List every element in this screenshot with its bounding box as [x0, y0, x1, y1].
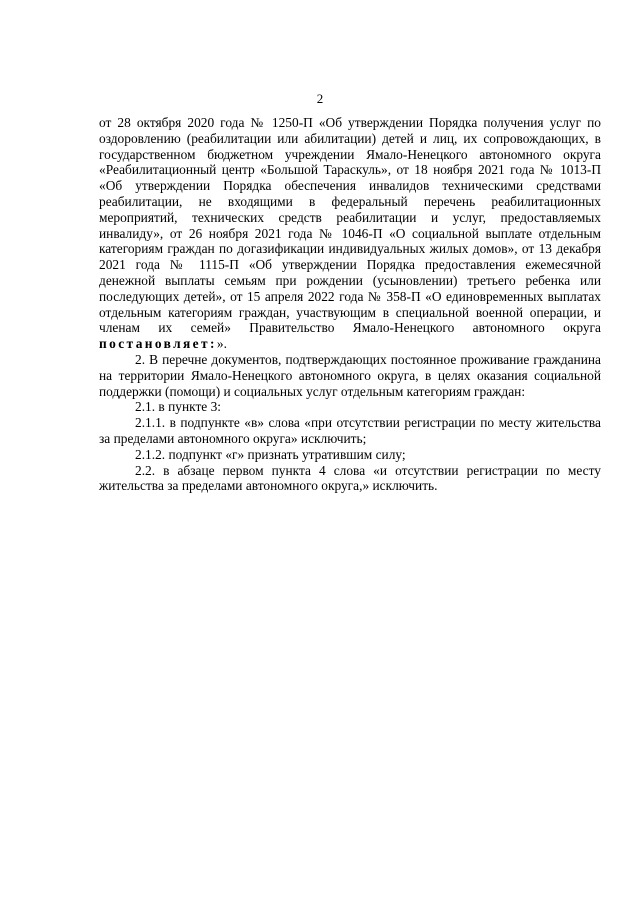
- paragraph-1-text: от 28 октября 2020 года № 1250-П «Об утверждении Порядка получения услуг по оздоровлению (реабилитации или абилитации) детей и лиц, их сопровождающих, в государственном бюджетном учреждении Ямало-Ненецкого автономного округа «Реабилитационный центр «Большой Тараскуль», от 18 ноября 2021 года № 1013-П «Об утверждении Порядка обеспечения инвалидов техническими средствами реабилитации, не входящими в федеральный перечень реабилитационных мероприятий, технических средств реабилитации и услуг, предоставляемых инвалиду», от 26 ноября 2021 года № 1046-П «О социальной выплате отдельным категориям граждан по догазификации индивидуальных жилых домов», от 13 декабря 2021 года № 1115-П «Об утверждении Порядка предоставления ежемесячной денежной выплаты семьям при рождении (усыновлении) третьего ребенка или последующих детей», от 15 апреля 2022 года № 358-П «О единовременных выплатах отдельным категориям граждан, участвующим в специальной военной операции, и членам их семей» Правительство Ямало-Ненецкого автономного округа: [99, 115, 601, 336]
- emphasis-postanovlyaet: постановляет:: [99, 336, 217, 352]
- paragraph-2: 2. В перечне документов, подтверждающих постоянное проживание гражданина на территории Ямало-Ненецкого автономного округа, в целях оказания социальной поддержки (помощи) и социальных услуг отдельным категориям граждан:: [99, 351, 601, 399]
- paragraph-2-2: 2.2. в абзаце первом пункта 4 слова «и отсутствии регистрации по месту жительства за пределами автономного округа,» исключить.: [99, 462, 601, 494]
- paragraph-1: [99, 115, 601, 352]
- page-number: 2: [316, 91, 324, 106]
- paragraph-2-1-1: 2.1.1. в подпункте «в» слова «при отсутствии регистрации по месту жительства за пределами автономного округа» исключить;: [99, 415, 601, 446]
- paragraph-2-1: 2.1. в пункте 3:: [135, 399, 222, 415]
- paragraph-2-1-2: 2.1.2. подпункт «г» признать утратившим силу;: [135, 446, 406, 462]
- paragraph-1-tail: ».: [216, 336, 227, 352]
- document-body: [99, 115, 601, 494]
